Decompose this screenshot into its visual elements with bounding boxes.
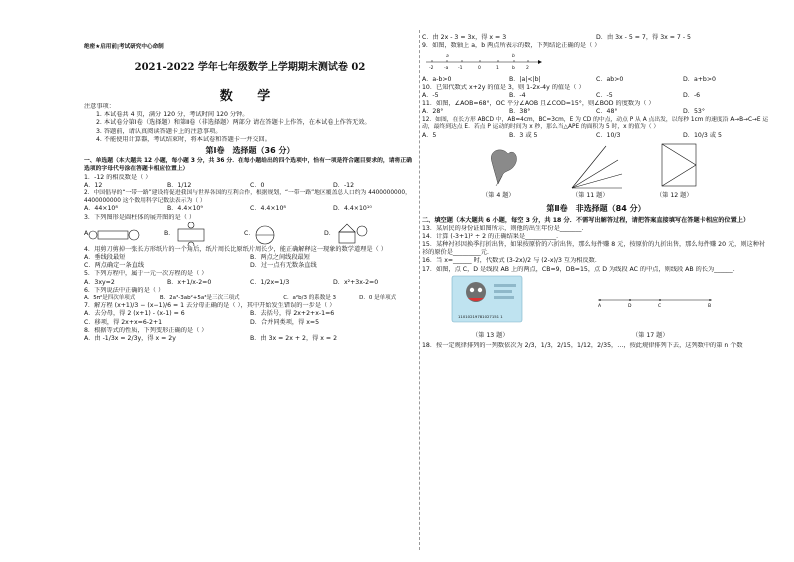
seg-label-d: D [628,303,632,309]
fig11-angles [572,146,622,188]
fig12-rectangle [662,144,696,186]
q7-options-row1 [84,310,416,318]
q6-options [84,295,416,302]
q9-option-a: A．a-b>0 [422,75,452,83]
q8-option-d: D．由 3x - 5 = 7，得 3x = 7 - 5 [596,34,691,41]
q1-option-d: D．-12 [333,181,355,189]
fig13-caption: （第 13 题） [472,331,509,339]
q4-option-b: B．两点之间线段最短 [250,253,310,261]
tick-label-neg2: -2 [429,66,434,72]
id-card-number: 11010219781027151 1 [458,313,503,319]
q11-option-d: D．53° [683,108,705,116]
tick-label-neg1: -1 [458,66,463,72]
net-d [339,224,367,243]
seg-label-b: B [708,303,712,309]
fig4-paper-cut [491,150,516,186]
q1-option-c: C．0 [250,181,265,189]
q5-stem: 5．下列方程中，属于一元一次方程的是（ ） [84,270,208,278]
q6-option-d: D．0 是单项式 [359,294,397,301]
part2-title: 第Ⅱ卷 非选择题（84 分） [546,203,646,213]
figures-row2-svg [422,274,770,332]
q2-stem: 2．中国倡导的“一带一路”建设将促进我国与世界各国的互利合作，根据规划，“一带一路”地区覆盖总人口约为 4400000000，4400000000 这个数用科学记数法表示为（ ） [84,190,411,204]
q3-figures [84,222,416,246]
number-line-figure [422,50,542,72]
q3-option-a: A． [84,229,95,237]
q9-stem: 9．如图，数轴上 a，b 两点所表示的数，下列结论正确的是（ ） [422,42,601,50]
q5-option-a: A．3xy=2 [84,278,115,286]
q10-stem: 10．已知代数式 x+2y 的值是 3，则 1-2x-4y 的值是（ ） [422,83,585,91]
q8-option-a: A．由 -1/3x = 2/3y，得 x = 2y [84,334,176,342]
q2-option-c: C．4.4×10⁸ [250,205,286,213]
q4-option-a: A．垂线段最短 [84,253,126,261]
net-b [178,222,204,246]
q12-option-c: C．10/3 [596,131,621,139]
q3-option-d: D． [324,229,335,237]
q17-stem: 17．如图，点 C，D 是线段 AB 上的两点，CB=9，DB=15，点 D 为线段 AC 的中点，则线段 AB 的长为______． [422,265,739,273]
q2-option-b: B．4.4×10⁹ [167,205,203,213]
q11-stem: 11．如图，∠AOB=68°，OC 平分∠AOB 且∠COD=15°，则∠BOD 的度数为（ ） [422,100,655,108]
q7-options-row2 [84,319,416,327]
q10-option-c: C．-5 [596,91,613,99]
q14-stem: 14．计算 (-3+1)² ÷ 2 的正确结果是__________． [422,232,563,240]
q7-option-d: D．合并同类项，得 x=5 [250,318,320,326]
subject-title: 数 学 [219,89,281,104]
q1-stem: 1．-12 的相反数是（ ） [84,173,152,181]
q7-option-c: C．移项，得 2x+x=6-2+1 [84,318,163,326]
q7-stem: 7．解方程 (x+1)/3 − (x−1)/6 = 1 去分母正确的是（ ），其中开始发生错误的一步是（ ） [84,302,336,310]
q10-option-b: B．-4 [509,91,526,99]
figures-row1 [422,140,770,202]
q12-stem: 12．如图，在长方形 ABCD 中，AB=4cm，BC=3cm，E 为 CD 的中点，动点 P 从 A 点出发，以每秒 1cm 的速度沿 A→B→C→E 运动，最终到达点 E．若点 P 运动的时间为 x 秒，那么当△APE 的面积为 5 时，x 的值为（ ） [422,116,769,131]
q16-stem: 16．当 x=______ 时，代数式 (3-2x)/2 与 (2-x)/3 互为相反数． [422,257,602,265]
point-label-b: b [512,54,515,60]
q6-option-a: A．5π²是四次单项式 [84,294,136,301]
fig17-caption: （第 17 题） [632,331,669,339]
q1-options [84,182,416,190]
q4-option-d: D．过一点有无数条直线 [250,262,317,270]
fig11-caption: （第 11 题） [572,191,609,199]
q4-options-row2 [84,262,416,270]
q9-option-c: C．ab>0 [596,75,624,83]
point-label-a: a [446,54,449,60]
q13-stem: 13．某居民的身份证如图所示，则他的出生年份是_______． [422,224,588,232]
secret-mark: 绝密★启用前|考试研究中心命制 [84,44,164,50]
left-column [84,103,416,343]
q9-options [422,76,770,84]
q9-option-d: D．a+b>0 [683,75,716,83]
q5-option-c: C．1/2x=1/3 [250,278,290,286]
q2-options [84,205,416,213]
net-a [89,230,139,240]
id-card [452,276,522,322]
notes-heading: 注意事项： [84,103,115,110]
tick-label-0: 0 [478,66,481,72]
q11-options [422,108,770,116]
tick-label-2: 2 [526,66,529,72]
q10-option-a: A．-5 [422,91,439,99]
q5-options [84,279,416,287]
q12-option-b: B．3 或 5 [509,131,538,139]
note-4: 4. 不能使用计算器，考试结束时，将本试卷和答题卡一并交回。 [96,135,271,143]
q2-option-a: A．44×10⁸ [84,205,118,213]
fig4-caption: （第 4 题） [482,191,515,199]
q6-option-c: C．a²b/3 的系数是 3 [283,294,336,301]
figures-row2 [422,274,770,342]
q8-stem: 8．根据等式的性质，下列变形正确的是（ ） [84,326,208,334]
q8-options-row2 [422,34,770,42]
q3-stem: 3．下列图形是圆柱体的展开图的是（ ） [84,213,196,221]
fig17-segment [598,299,712,309]
q12-option-d: D．10/3 或 5 [683,131,722,139]
fig12-caption: （第 12 题） [656,191,693,199]
q5-option-b: B．x+1/x-2=0 [167,278,212,286]
section2-instructions: 二、填空题（本大题共 6 小题，每空 3 分，共 18 分．不需写出解答过程，请把答案直接填写在答题卡相应的位置上） [422,216,750,224]
q4-option-c: C．两点确定一条直线 [84,262,145,270]
tick-label-1: 1 [496,66,499,72]
number-line-arrow [538,60,542,64]
note-1: 1. 本试卷共 4 页，满分 120 分，考试时间 120 分钟。 [96,111,249,119]
q1-option-b: B．1/12 [167,181,192,189]
q8-options-row1 [84,335,416,343]
figures-svg [422,140,770,192]
q2-option-d: D．4.4×10¹⁰ [333,205,372,213]
q3-option-b: B． [164,229,175,237]
q6-option-b: B．2a³-3ab²+5a³是三次三项式 [159,294,240,301]
tick-label-neg-a: -a [444,66,449,72]
q10-option-d: D．-6 [683,91,701,99]
q8-option-b: B．由 3x = 2x + 2，得 x = 2 [250,334,338,342]
q5-option-d: D．x²+3x-2=0 [333,278,379,286]
q12-option-a: A．5 [422,131,437,139]
note-2: 2. 本试卷分第Ⅰ卷（选择题）和第Ⅱ卷（非选择题）两部分 请在答题卡上作答，在本试卷上作答无效。 [96,119,371,127]
note-3: 3. 答题前，请认真阅读答题卡上的注意事项。 [96,127,222,135]
q7-option-b: B．去括号，得 2x+2+x-1=6 [250,310,335,318]
seg-label-c: C [658,303,662,309]
right-column [422,34,770,350]
net-figures [84,222,416,246]
q11-option-b: B．38° [509,108,531,116]
seg-label-a: A [598,303,602,309]
q3-option-c: C． [244,229,255,237]
q11-option-a: A．28° [422,108,444,116]
section1-instructions: 一、单选题（本大题共 12 小题，每小题 3 分，共 36 分．在每小题给出的四个选项中，恰有一项是符合题目要求的，请将正确选项的字母代号涂在答题卡相应位置上） [84,158,412,173]
q4-options-row1 [84,254,416,262]
part1-title: 第Ⅰ卷 选择题（36 分） [205,145,295,155]
q18-stem: 18．按一定规律排列的一列数依次为 2/3，1/3，2/15，1/12，2/35，…，按此规律排列下去，这列数中的第 n 个数 [422,341,743,349]
q9-option-b: B．|a|<|b| [509,75,541,83]
tick-label-b: b [512,66,515,72]
q6-stem: 6．下列说法中正确的是（ ） [84,286,165,294]
column-divider [419,30,420,550]
q8-option-c: C．由 2x - 3 = 3x，得 x = 3 [422,34,507,41]
q15-stem: 15．某种衬衫因换季打折出售，如果按原价的六折出售，那么每件赚 8 元，按原价的九折出售，那么每件赚 20 元，则这种衬衫的原价是_________元． [422,241,766,257]
q1-option-a: A．12 [84,181,103,189]
q4-stem: 4．用剪刀剪掉一张长方形纸片的一个角后，纸片周长比原纸片周长少，能正确解释这一现象的数学道理是（ ） [84,245,387,253]
q11-option-c: C．48° [596,108,618,116]
q7-option-a: A．去分母，得 2 (x+1) - (x-1) = 6 [84,310,185,318]
exam-title: 2021-2022 学年七年级数学上学期期末测试卷 02 [134,62,366,73]
q12-options [422,132,770,140]
q10-options [422,92,770,100]
net-c [256,226,274,244]
